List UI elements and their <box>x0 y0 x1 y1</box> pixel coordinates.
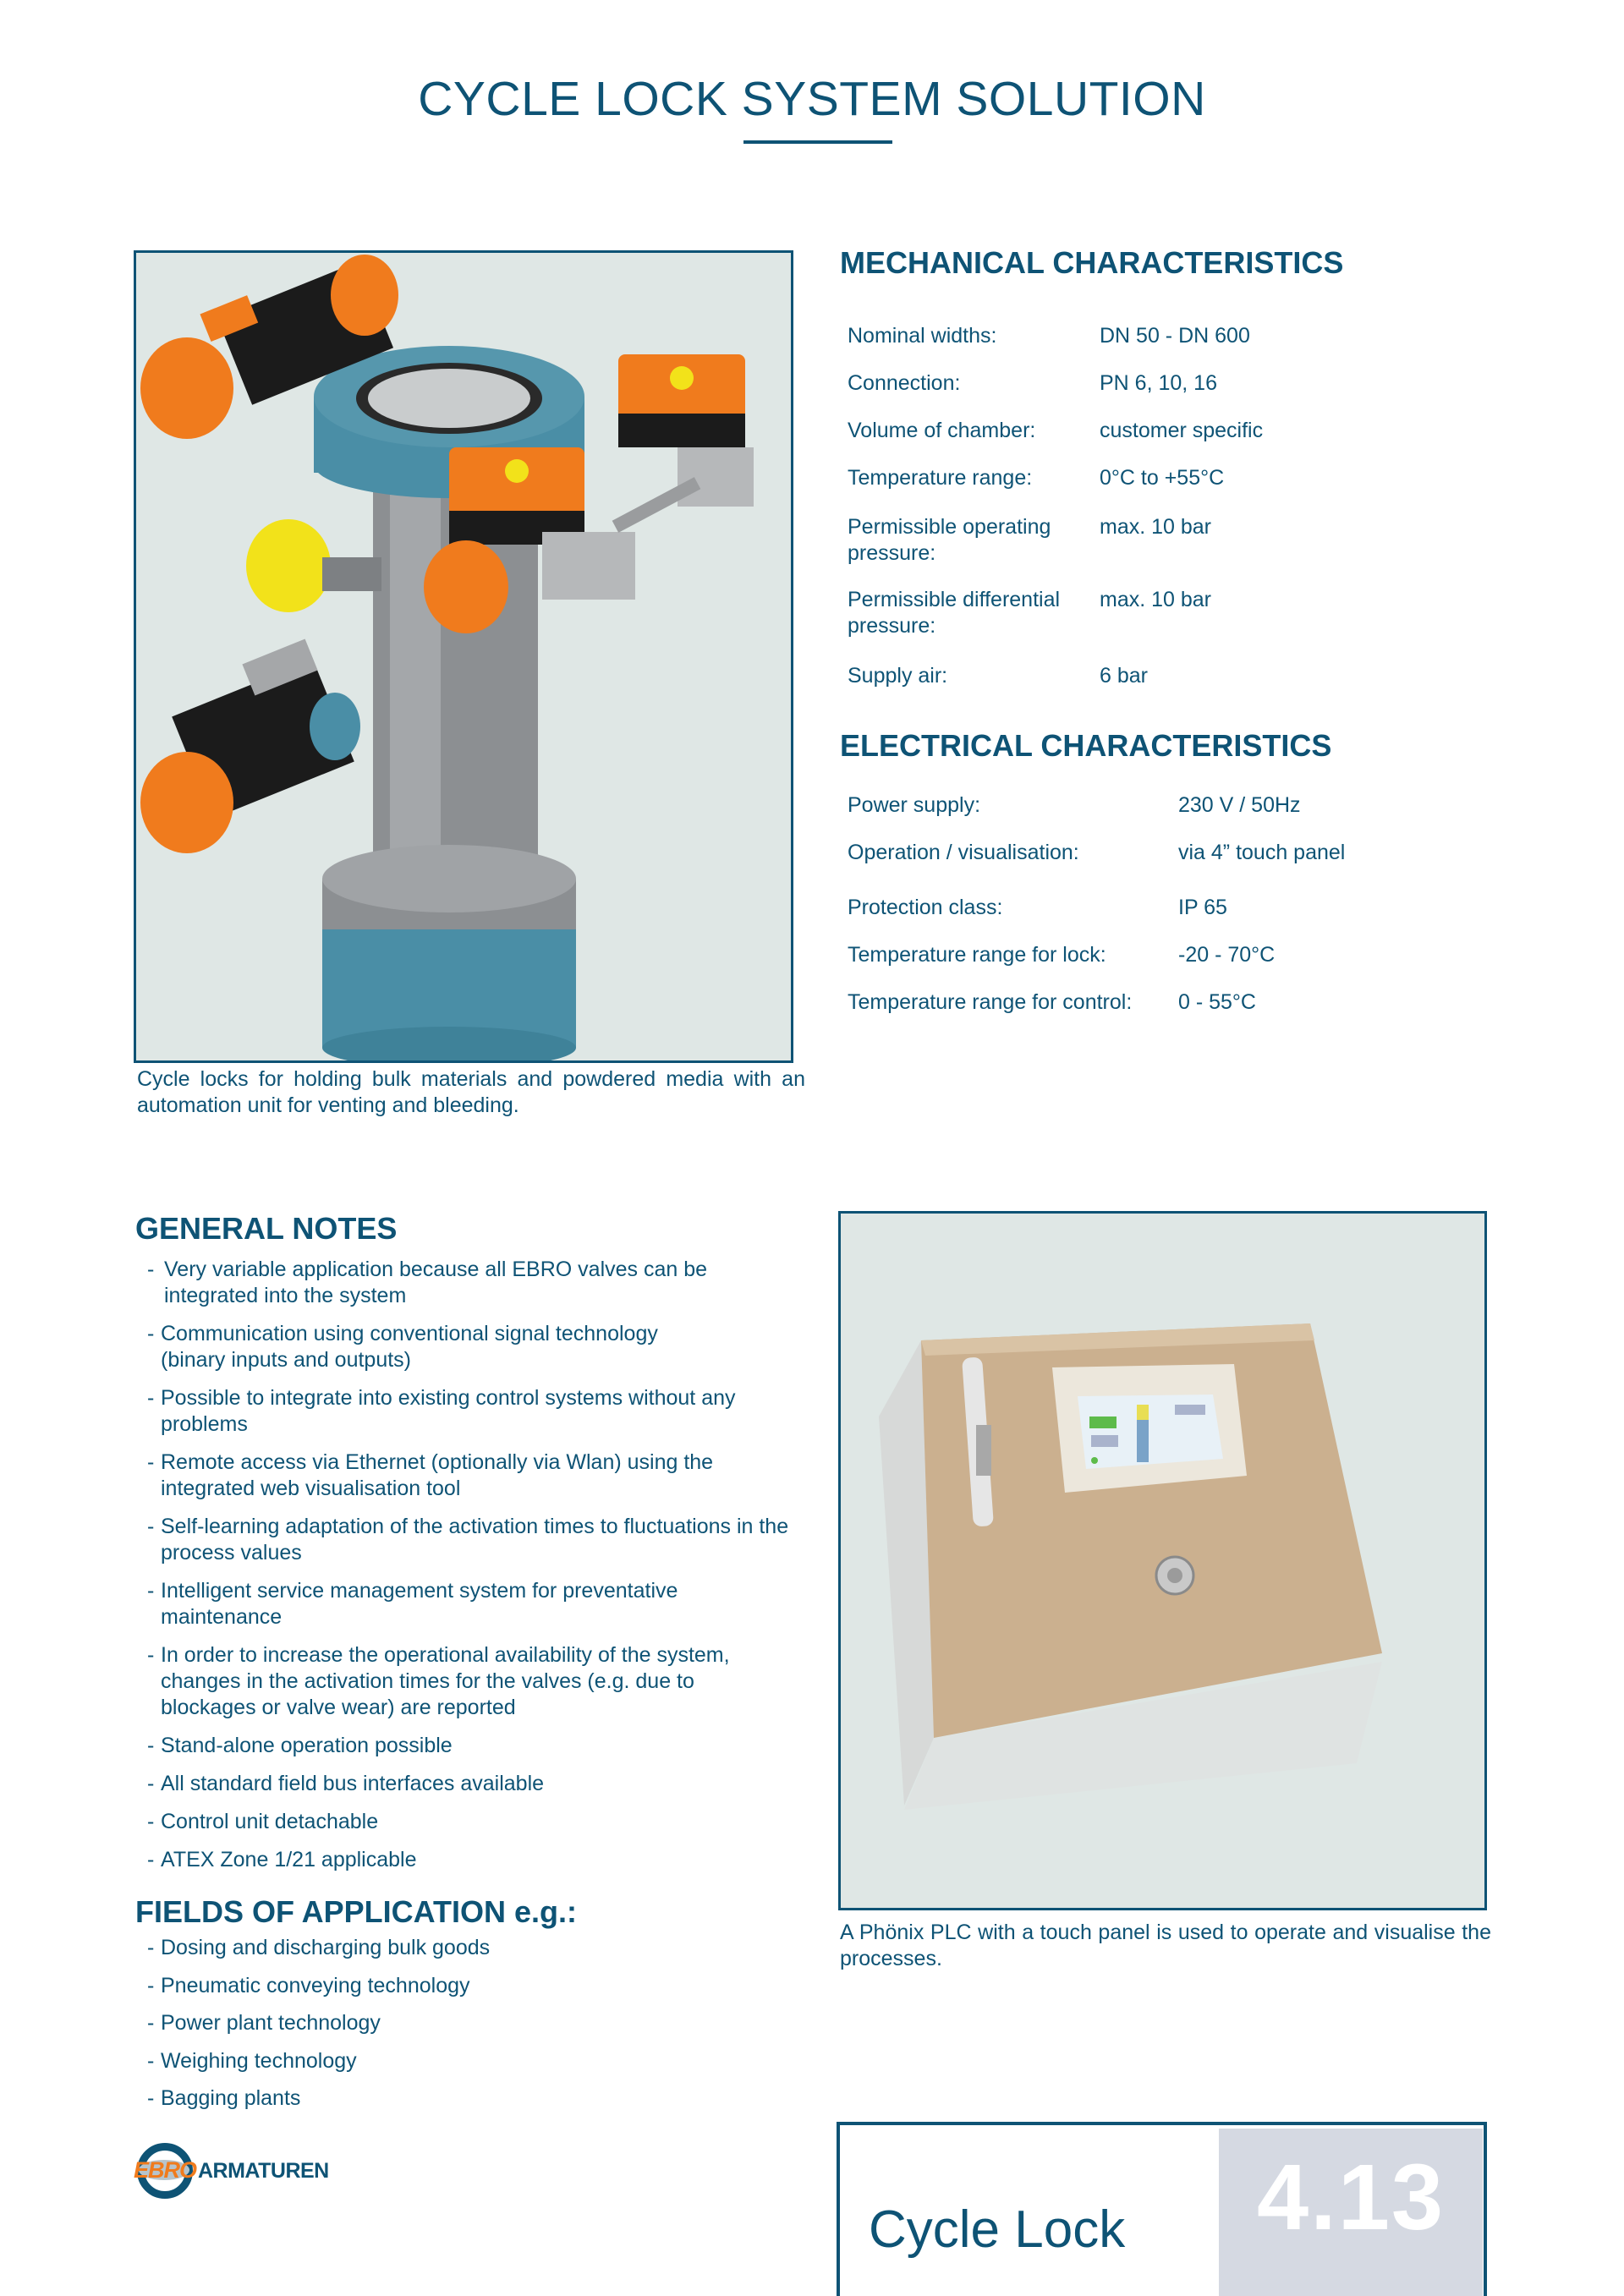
spec-value: 6 bar <box>1100 664 1148 688</box>
list-item <box>147 1771 790 1797</box>
logo-ebro-text: EBRO <box>134 2157 197 2183</box>
list-item: - Power plant technology <box>147 2010 490 2048</box>
list-item-text: - Self-learning adaptation of the activation times to fluctuations in the process values <box>161 1515 789 1564</box>
page-title: CYCLE LOCK SYSTEM SOLUTION <box>418 72 1206 126</box>
list-item-text: - Possible to integrate into existing control systems without any problems <box>161 1386 736 1436</box>
spec-label: Temperature range for lock: <box>848 943 1106 967</box>
list-item-text: Control unit detachable <box>161 1810 379 1833</box>
list-item: - Bagging plants <box>147 2085 490 2123</box>
spec-label: Operation / visualisation: <box>848 841 1079 864</box>
list-item-text: All standard field bus interfaces available <box>161 1772 545 1795</box>
spec-label: Power supply: <box>848 793 981 817</box>
list-item <box>147 1809 790 1835</box>
spec-value: 0 - 55°C <box>1178 990 1256 1014</box>
list-item-text: - Remote access via Ethernet (optionally via Wlan) using the integrated web visualisation tool <box>161 1450 714 1500</box>
spec-value: max. 10 bar <box>1100 515 1212 539</box>
list-item <box>147 1578 790 1630</box>
list-item-text: - Communication using conventional signal technology (binary inputs and outputs) <box>161 1322 658 1372</box>
spec-label: Permissible differential pressure: <box>848 588 1061 638</box>
footer-section-box <box>837 2122 1487 2296</box>
plc-image-caption: A Phönix PLC with a touch panel is used to operate and visualise the processes. <box>840 1921 1491 1970</box>
spec-label: Volume of chamber: <box>848 419 1036 442</box>
spec-label: Temperature range for control: <box>848 990 1133 1014</box>
list-item-text: Stand-alone operation possible <box>161 1734 453 1757</box>
general-notes-list <box>147 1257 790 1885</box>
spec-value: max. 10 bar <box>1100 588 1212 611</box>
list-item <box>147 1449 790 1502</box>
list-item: - Pneumatic conveying technology <box>147 1973 490 2011</box>
cycle-lock-illustration <box>136 253 791 1060</box>
list-item: - Dosing and discharging bulk goods <box>147 1935 490 1973</box>
spec-label: Permissible operating pressure: <box>848 515 1051 565</box>
list-item <box>147 1257 790 1309</box>
ebro-armaturen-logo <box>134 2141 345 2200</box>
spec-value: PN 6, 10, 16 <box>1100 371 1217 395</box>
electrical-heading: ELECTRICAL CHARACTERISTICS <box>840 728 1332 763</box>
fields-of-application-list <box>147 1935 490 2123</box>
product-image-caption: Cycle locks for holding bulk materials and powdered media with an automation unit for venting and bleeding. <box>137 1067 805 1117</box>
list-item <box>147 1514 790 1566</box>
list-item <box>147 1733 790 1759</box>
spec-value: -20 - 70°C <box>1178 943 1276 967</box>
list-item-text: - In order to increase the operational availability of the system, changes in the activation times for the valves (e.g. due to blockages or valve wear) are reported <box>161 1643 730 1719</box>
product-image-frame <box>134 250 793 1063</box>
list-item-text: - Intelligent service management system for preventative maintenance <box>161 1579 678 1629</box>
mechanical-heading: MECHANICAL CHARACTERISTICS <box>840 245 1344 280</box>
spec-label: Temperature range: <box>848 466 1033 490</box>
list-item <box>147 1642 790 1721</box>
title-underline <box>743 140 892 144</box>
plc-cabinet-photo <box>841 1214 1484 1908</box>
spec-value: 230 V / 50Hz <box>1178 793 1301 817</box>
spec-label: Connection: <box>848 371 961 395</box>
spec-value: via 4” touch panel <box>1178 841 1346 864</box>
list-item <box>147 1847 790 1873</box>
spec-label: Nominal widths: <box>848 324 997 348</box>
plc-image-frame <box>838 1211 1487 1910</box>
section-number: 4.13 <box>1256 2145 1446 2249</box>
spec-label: Protection class: <box>848 896 1003 919</box>
list-item <box>147 1321 790 1373</box>
section-number-panel <box>1219 2129 1483 2296</box>
spec-value: customer specific <box>1100 419 1264 442</box>
spec-label: Supply air: <box>848 664 948 688</box>
general-notes-heading: GENERAL NOTES <box>135 1211 398 1246</box>
fields-of-application-heading: FIELDS OF APPLICATION e.g.: <box>135 1894 577 1929</box>
list-item: - Weighing technology <box>147 2048 490 2086</box>
list-item <box>147 1385 790 1438</box>
list-item-text: - Very variable application because all EBRO valves can be integrated into the system <box>164 1258 708 1307</box>
spec-value: 0°C to +55°C <box>1100 466 1225 490</box>
spec-value: DN 50 - DN 600 <box>1100 324 1250 348</box>
footer-product-name: Cycle Lock <box>869 2200 1126 2259</box>
logo-armaturen-text: ARMATUREN <box>198 2159 329 2183</box>
spec-value: IP 65 <box>1178 896 1227 919</box>
list-item-text: ATEX Zone 1/21 applicable <box>161 1848 417 1871</box>
